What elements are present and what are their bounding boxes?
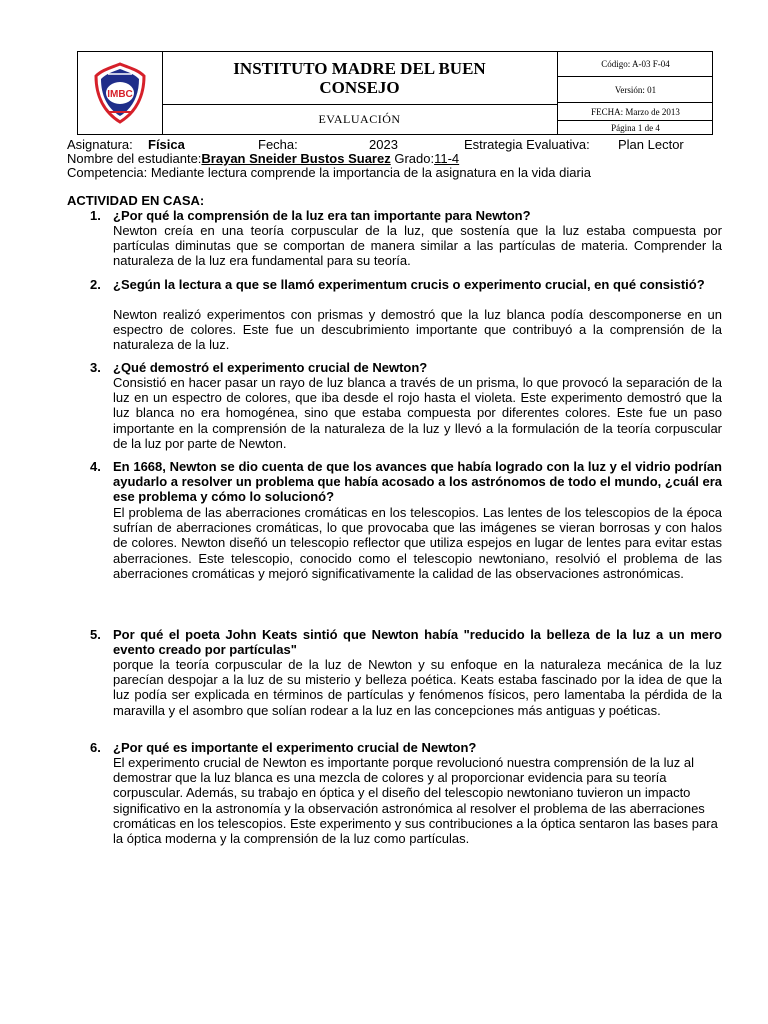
strategy-value: Plan Lector — [618, 137, 684, 152]
question-text: ¿Por qué es importante el experimento crucial de Newton? — [113, 740, 477, 755]
answer-text: Newton creía en una teoría corpuscular de la luz, que sostenía que la luz estaba compuesta por partículas diminutas que se comportan de manera similar a las partículas de materia. Comprender la naturaleza de la luz era fundamental para su teoría. — [113, 223, 722, 269]
date-field-value: 2023 — [369, 137, 398, 152]
question-text: En 1668, Newton se dio cuenta de que los avances que había logrado con la luz y el vidrio podrían ayudarlo a resolver un problema que había acosado a los astrónomos de todo el mundo, ¿cuál era ese problema y cómo lo solucionó? — [113, 459, 722, 505]
competence-value: Mediante lectura comprende la importancia de la asignatura en la vida diaria — [150, 165, 591, 180]
question-number: 2. — [90, 277, 101, 292]
activity-title: ACTIVIDAD EN CASA: — [67, 193, 205, 208]
document-header — [77, 51, 713, 135]
answer-text: porque la teoría corpuscular de la luz de Newton y su enfoque en la naturaleza mecánica de la luz parecían despojar a la luz de su misterio y belleza poética. Keats estaba fascinado por la idea de que la luz podía ser explicada en términos de partículas y fenómenos físicos, pero lamentaba la pérdida de la maravilla y el asombro que solían rodear a la luz en las concepciones más antiguas y poéticas. — [113, 657, 722, 718]
student-name: Brayan Sneider Bustos Suarez — [201, 151, 391, 166]
answer-text: Consistió en hacer pasar un rayo de luz blanca a través de un prisma, lo que provocó la separación de la luz en un espectro de colores, que iba desde el rojo hasta el violeta. Este experimento demostró que la luz blanca no era homogénea, sino que estaba compuesta por diferentes colores. Este fue un paso importante en la comprensión de la naturaleza de la luz y llevó a la formulación de la teoría corpuscular de la luz por parte de Newton. — [113, 375, 722, 451]
strategy-label: Estrategia Evaluativa: — [464, 137, 590, 152]
date-label: FECHA: Marzo de 2013 — [558, 103, 713, 121]
answer-text: El problema de las aberraciones cromáticas en los telescopios. Las lentes de los telescopios de la época sufrían de aberraciones cromáticas, lo que provocaba que las imágenes se vieran borrosas y con halos de colores. Newton diseñó un telescopio reflector que utiliza espejos en lugar de lentes para evitar estas aberraciones. Este telescopio, conocido como el telescopio newtoniano, resolvió el problema de las aberraciones cromáticas y mejoró significativamente la calidad de las observaciones astronómicas. — [113, 505, 722, 581]
code-label: Código: A-03 F-04 — [558, 52, 713, 77]
question-number: 4. — [90, 459, 101, 474]
student-label: Nombre del estudiante: — [67, 151, 202, 166]
question-text: ¿Por qué la comprensión de la luz era tan importante para Newton? — [113, 208, 531, 223]
answer-text: El experimento crucial de Newton es importante porque revolucionó nuestra comprensión de la luz al demostrar que la luz blanca es una mezcla de colores y al proporcionar evidencia para su teoría corpuscular. Además, su trabajo en óptica y el diseño del telescopio newtoniano tuvieron un impacto significativo en la astronomía y la observación astronómica al resolver el problema de las aberraciones cromáticas en los telescopios. Este experimento y sus contribuciones a la óptica sentaron las bases para la óptica moderna y la comprensión de la luz como partículas. — [113, 755, 718, 847]
question-number: 1. — [90, 208, 101, 223]
question-text: ¿Qué demostró el experimento crucial de Newton? — [113, 360, 428, 375]
question-number: 6. — [90, 740, 101, 755]
institution-title: INSTITUTO MADRE DEL BUEN CONSEJO — [233, 59, 486, 97]
grade-label: Grado: — [394, 151, 435, 166]
question-number: 3. — [90, 360, 101, 375]
question-text: ¿Según la lectura a que se llamó experimentum crucis o experimento crucial, en qué consistió? — [113, 277, 705, 292]
student-line — [67, 151, 459, 166]
date-field-label: Fecha: — [258, 137, 298, 152]
question-number: 5. — [90, 627, 101, 642]
version-label: Versión: 01 — [558, 77, 713, 103]
competence-label: Competencia: — [67, 165, 148, 180]
grade-value: 11-4 — [434, 151, 460, 166]
subject-value: Física — [148, 137, 185, 152]
answer-text: Newton realizó experimentos con prismas y demostró que la luz blanca podía descomponerse en un espectro de colores. Este fue un descubrimiento importante que contribuyó a la comprensión de la naturaleza de la luz. — [113, 307, 722, 353]
logo-text: IMBC — [107, 89, 133, 100]
page-label: Página 1 de 4 — [611, 122, 660, 133]
evaluation-label: EVALUACIÓN — [162, 104, 558, 134]
logo-cell — [78, 52, 163, 134]
competence-line — [67, 165, 591, 180]
question-text: Por qué el poeta John Keats sintió que Newton había "reducido la belleza de la luz a un mero evento creado por partículas" — [113, 627, 722, 658]
subject-label: Asignatura: — [67, 137, 133, 152]
school-crest-icon — [78, 52, 162, 134]
institution-title-cell — [162, 52, 558, 105]
